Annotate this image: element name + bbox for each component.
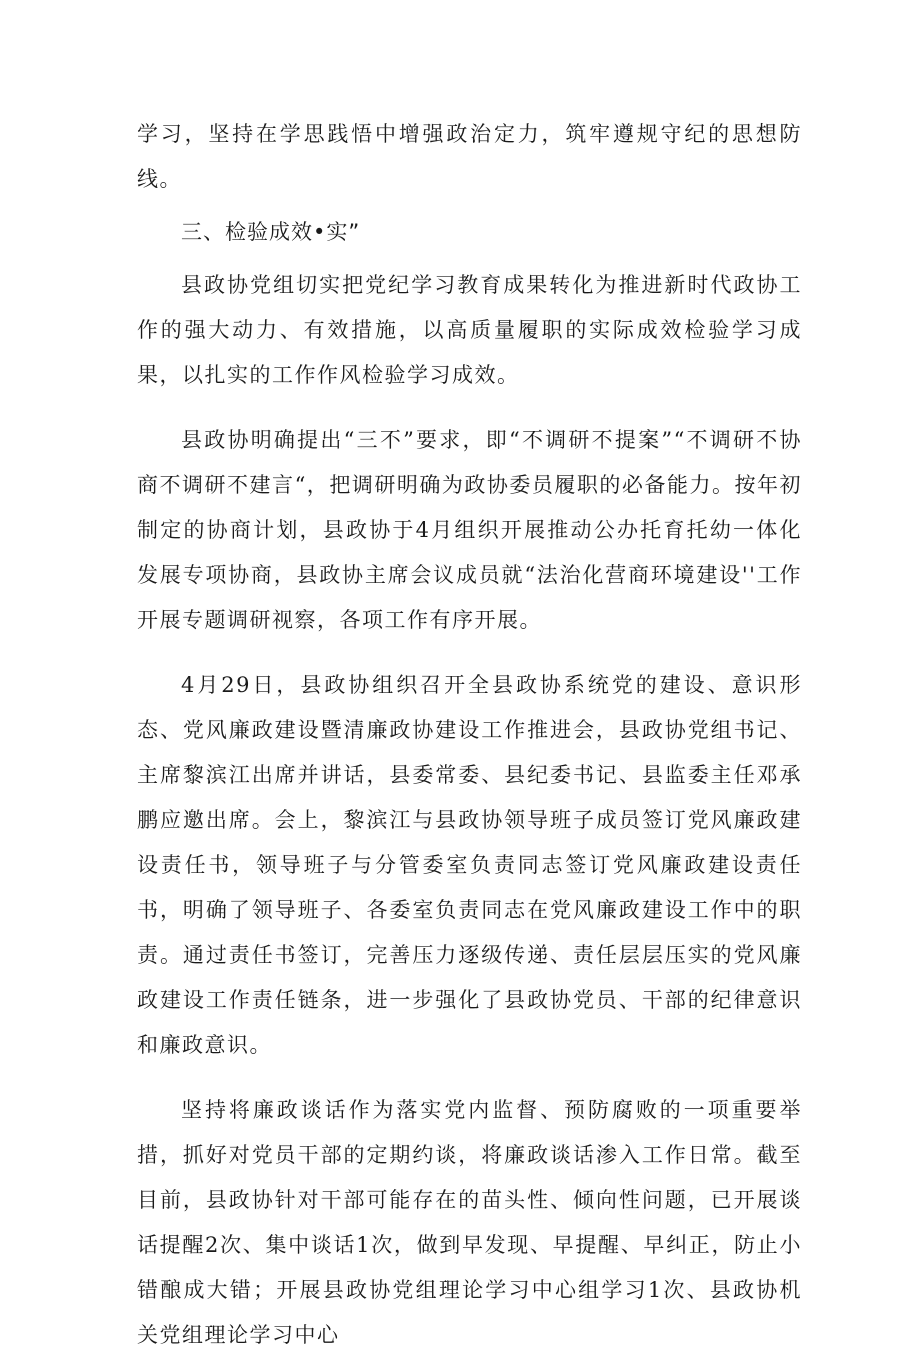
section-heading: 三、检验成效•实” <box>181 220 361 244</box>
paragraph-3: 4月29日，县政协组织召开全县政协系统党的建设、意识形态、党风廉政建设暨清廉政协建设工作推进会，县政协党组书记、主席黎滨江出席并讲话，县委常委、县纪委书记、县监委主任邓承鹏应邀出席。会上，黎滨江与县政协领导班子成员签订党风廉政建设责任书，领导班子与分管委室负责同志签订党风廉政建设责任书，明确了领导班子、各委室负责同志在党风廉政建设工作中的职责。通过责任书签订，完善压力逐级传递、责任层层压实的党风廉政建设工作责任链条，进一步强化了县政协党员、干部的纪律意识和廉政意识。 <box>137 673 802 1057</box>
paragraph-continuation: 学习，坚持在学思践悟中增强政治定力，筑牢遵规守纪的思想防线。 <box>137 122 802 191</box>
paragraph-gap <box>137 398 802 418</box>
paragraph-1: 县政协党组切实把党纪学习教育成果转化为推进新时代政协工作的强大动力、有效措施，以高质量履职的实际成效检验学习成果，以扎实的工作作风检验学习成效。 <box>137 273 802 387</box>
paragraph-gap <box>137 643 802 663</box>
paragraph-2: 县政协明确提出“三不”要求，即“不调研不提案”“不调研不协商不调研不建言“，把调研明确为政协委员履职的必备能力。按年初制定的协商计划，县政协于4月组织开展推动公办托育托幼一体化发展专项协商，县政协主席会议成员就“法治化营商环境建设''工作开展专题调研视察，各项工作有序开展。 <box>137 428 802 632</box>
paragraph-4: 坚持将廉政谈话作为落实党内监督、预防腐败的一项重要举措，抓好对党员干部的定期约谈，将廉政谈话渗入工作日常。截至目前，县政协针对干部可能存在的苗头性、倾向性问题，已开展谈话提醒2次、集中谈话1次，做到早发现、早提醒、早纠正，防止小错酿成大错；开展县政协党组理论学习中心组学习1次、县政协机关党组理论学习中心 <box>137 1098 802 1347</box>
paragraph-gap <box>137 1068 802 1088</box>
